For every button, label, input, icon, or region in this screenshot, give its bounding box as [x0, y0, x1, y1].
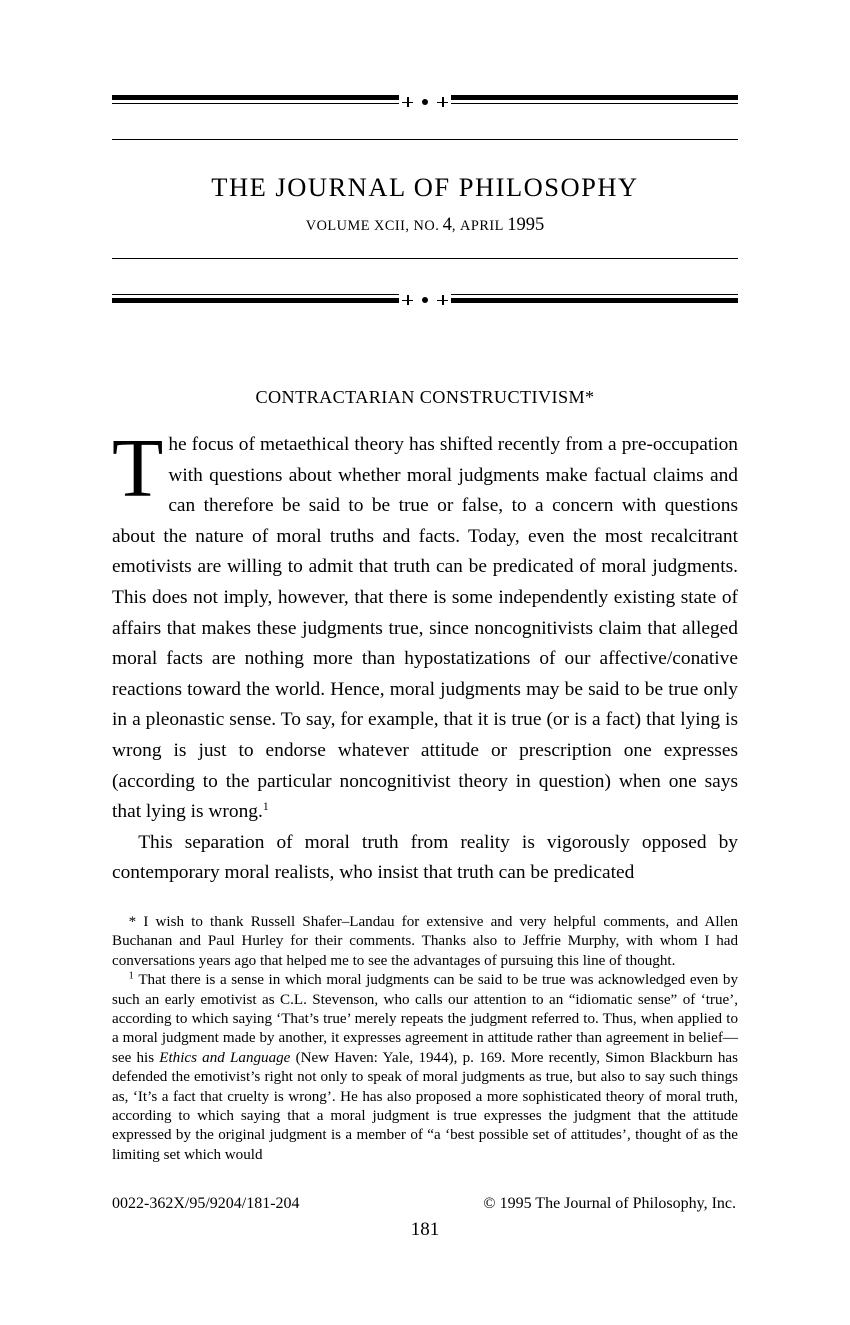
rule-bar-left [112, 95, 399, 109]
footnote-asterisk-marker: * [128, 913, 137, 930]
paragraph-opening-text: he focus of metaethical theory has shifted recently from a pre-occupation with questions about whether moral judgments make factual claims and can therefore be said to be true or false, to a concern with questions about the nature of moral truths and facts. Today, even the most recalcitrant emotivists are willing to admit that truth can be predicated of moral judgments. This does not imply, however, that there is some independently existing state of affairs that makes these judgments true, since noncognitivists claim that alleged moral facts are nothing more than hypostatizations of our affective/conative reactions toward the world. Hence, moral judgments may be said to be true only in a pleonastic sense. To say, for example, that it is true (or is a fact) that lying is wrong is just to endorse whatever attitude or prescription one expresses (according to the particular noncognitivist theory in question) when one says that lying is wrong. [112, 434, 738, 823]
rule-bar-right [451, 293, 738, 307]
plus-ornament-icon [402, 97, 413, 108]
issue-comma: , [451, 218, 461, 234]
page-footer [112, 1195, 738, 1213]
footnote-asterisk [112, 913, 738, 971]
article-body [112, 422, 738, 889]
page-number: 181 [410, 1219, 440, 1241]
issue-number: 4 [442, 215, 452, 235]
footnote-block [112, 913, 738, 1165]
issue-line [112, 215, 738, 236]
footnote-asterisk-text: I wish to thank Russell Shafer–Landau for extensive and very helpful comments, and Allen Buchanan and Paul Hurley for their comments. Thanks also to Jeffrie Murphy, with whom I had conversations years ago that helped me to see the advantages of pursuing this line of thought. [112, 913, 738, 969]
plus-ornament-icon [402, 295, 413, 306]
footnote-reference-1[interactable]: 1 [262, 799, 269, 813]
dot-ornament-icon [422, 297, 428, 303]
paragraph-second: This separation of moral truth from reality is vigorously opposed by contemporary moral realists, who insist that truth can be predicated [112, 831, 738, 884]
issue-year: 1995 [507, 215, 545, 235]
footnote-one-marker: 1 [128, 970, 134, 982]
rule-bar-left [112, 293, 399, 307]
paragraph-opening [112, 422, 738, 828]
dot-ornament-icon [422, 99, 428, 105]
footnote-one-cited-title: Ethics and Language [159, 1049, 291, 1066]
rule-bar-right [451, 95, 738, 109]
journal-title: THE JOURNAL OF PHILOSOPHY [211, 172, 639, 202]
plus-ornament-icon [437, 97, 448, 108]
footnote-one [112, 971, 738, 1165]
issue-volume-label: VOLUME XCII, NO. [305, 218, 443, 234]
footnote-one-text-part1: That there is a sense in which moral judgments can be said to be true was acknowledged even by such an early emotivist as C.L. Stevenson, who calls our attention to an “idiomatic sense” of ‘true’, according to which saying ‘That’s true’ merely repeats the judgment referred to. Thus, when applied to a moral judgment made by another, it expresses agreement in attitude rather than agreement in belief—see his [112, 972, 738, 1066]
footnote-one-text-part2: (New Haven: Yale, 1944), p. 169. More recently, Simon Blackburn has defended the emotivist’s right not only to speak of moral judgments as true, but also to say such things as, ‘It’s a fact that cruelty is wrong’. He has also proposed a more sophisticated theory of moral truth, according to which saying that a moral judgment is true expresses the judgment that the attitude expressed by the original judgment is a member of “a ‘best possible set of attitudes’, thought of as the limiting set which would [112, 1049, 738, 1163]
masthead-bottom-rule [112, 293, 738, 307]
article-title: CONTRACTARIAN CONSTRUCTIVISM* [255, 387, 595, 407]
drop-cap: T [112, 422, 164, 515]
rule-ornament [399, 293, 451, 307]
page-content [112, 0, 738, 1241]
issue-month: APRIL [460, 218, 508, 234]
rule-ornament [399, 95, 451, 109]
masthead-top-rule [112, 95, 738, 109]
copyright-notice: © 1995 The Journal of Philosophy, Inc. [483, 1195, 736, 1213]
plus-ornament-icon [437, 295, 448, 306]
issn-code: 0022-362X/95/9204/181-204 [112, 1195, 300, 1213]
